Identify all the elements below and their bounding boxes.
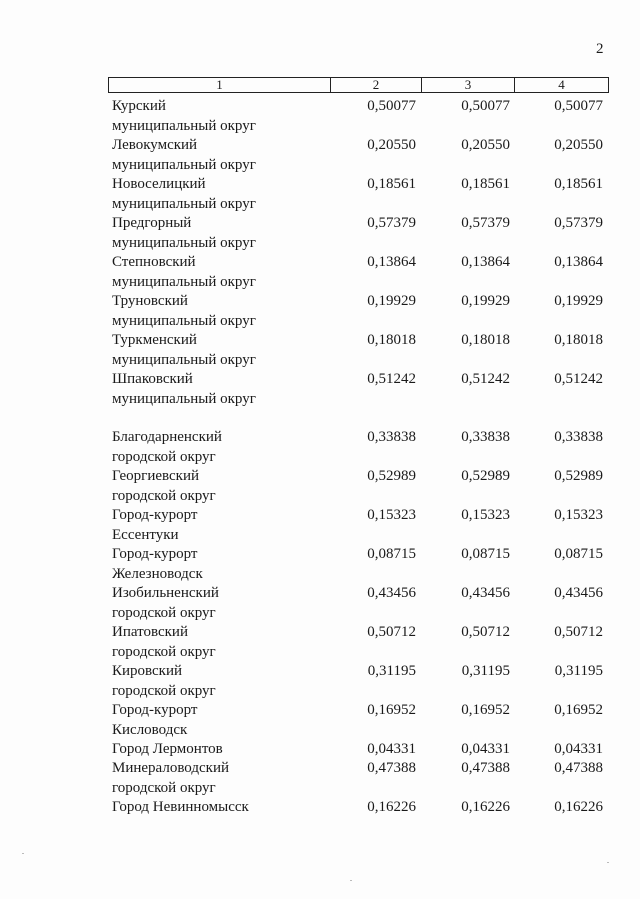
row-name-line-1: Шпаковский [112,371,193,387]
row-value-col-4: 0,47388 [554,760,603,776]
row-name-line-1: Туркменский [112,332,197,348]
row-value-col-2: 0,50077 [367,98,416,114]
row-name-line-2: городской округ [112,643,216,660]
row-value-col-2: 0,04331 [367,741,416,757]
row-name [112,506,342,545]
row-value-col-3: 0,16226 [461,799,510,815]
row-value-col-3: 0,50077 [461,98,510,114]
row-name-line-1: Левокумский [112,137,198,153]
row-name-line-1: Благодарненский [112,429,222,445]
row-name-line-1: Предгорный [112,215,192,231]
row-value-col-2: 0,50712 [367,624,416,640]
row-name-line-1: Минераловодский [112,760,230,776]
row-value-col-2: 0,51242 [367,371,416,387]
row-name-line-2: муниципальный округ [112,390,256,407]
row-value-col-2: 0,47388 [367,760,416,776]
row-value-col-3: 0,18561 [461,176,510,192]
row-name-line-1: Город Лермонтов [112,741,223,757]
row-name-line-2: городской округ [112,448,216,465]
row-name-line-2: Ессентуки [112,526,179,543]
row-name-line-2: Кисловодск [112,721,188,738]
header-col-2: 2 [331,78,422,92]
row-name-line-2: муниципальный округ [112,195,256,212]
row-value-col-4: 0,08715 [554,546,603,562]
row-value-col-3: 0,15323 [461,507,510,523]
row-value-col-2: 0,52989 [367,468,416,484]
row-value-col-3: 0,31195 [461,663,510,679]
row-value-col-2: 0,33838 [367,429,416,445]
row-name [112,701,342,740]
row-value-col-4: 0,43456 [554,585,603,601]
row-name-line-1: Город-курорт [112,702,198,718]
row-name-line-2: Железноводск [112,565,203,582]
row-name-line-1: Труновский [112,293,188,309]
row-value-col-4: 0,13864 [554,254,603,270]
row-name [112,662,342,701]
row-name [112,759,342,798]
row-value-col-2: 0,15323 [367,507,416,523]
row-value-col-3: 0,47388 [461,760,510,776]
scan-speck [22,853,24,854]
row-name-line-1: Кировский [112,663,183,679]
row-name [112,214,342,253]
row-name-line-1: Город-курорт [112,546,198,562]
row-name [112,467,342,506]
row-value-col-3: 0,19929 [461,293,510,309]
row-name-line-1: Георгиевский [112,468,200,484]
row-name-line-2: городской округ [112,682,216,699]
row-name [112,740,342,760]
row-value-col-2: 0,57379 [367,215,416,231]
row-value-col-3: 0,08715 [461,546,510,562]
row-value-col-2: 0,18018 [367,332,416,348]
row-value-col-3: 0,51242 [461,371,510,387]
row-name-line-2: городской округ [112,779,216,796]
row-name-line-2: городской округ [112,604,216,621]
row-value-col-2: 0,16226 [367,799,416,815]
row-name-line-1: Город-курорт [112,507,198,523]
row-value-col-4: 0,50077 [554,98,603,114]
header-col-1: 1 [109,78,331,92]
row-value-col-3: 0,50712 [461,624,510,640]
row-name [112,545,342,584]
row-value-col-3: 0,18018 [461,332,510,348]
row-name-line-2: муниципальный округ [112,117,256,134]
row-value-col-4: 0,16952 [554,702,603,718]
row-value-col-4: 0,04331 [554,741,603,757]
row-name [112,428,342,467]
page-number: 2 [596,41,604,57]
row-value-col-2: 0,18561 [367,176,416,192]
row-value-col-4: 0,19929 [554,293,603,309]
row-name [112,175,342,214]
row-value-col-3: 0,20550 [461,137,510,153]
row-value-col-2: 0,20550 [367,137,416,153]
table-header [108,77,609,93]
row-name [112,798,342,818]
row-name-line-2: муниципальный округ [112,273,256,290]
row-value-col-4: 0,18561 [554,176,603,192]
row-value-col-3: 0,43456 [461,585,510,601]
row-name-line-2: городской округ [112,487,216,504]
row-name [112,584,342,623]
header-col-3: 3 [422,78,515,92]
row-value-col-4: 0,18018 [554,332,603,348]
row-value-col-3: 0,04331 [461,741,510,757]
row-value-col-4: 0,50712 [554,624,603,640]
row-name-line-1: Курский [112,98,166,114]
row-value-col-2: 0,19929 [367,293,416,309]
row-value-col-3: 0,33838 [461,429,510,445]
row-name-line-1: Город Невинномысск [112,799,249,815]
row-name-line-1: Изобильненский [112,585,219,601]
row-name-line-2: муниципальный округ [112,156,256,173]
row-value-col-4: 0,51242 [554,371,603,387]
row-name [112,370,342,409]
row-value-col-4: 0,57379 [554,215,603,231]
row-name-line-1: Новоселицкий [112,176,206,192]
row-value-col-2: 0,13864 [367,254,416,270]
row-name [112,331,342,370]
row-value-col-2: 0,16952 [367,702,416,718]
row-value-col-2: 0,31195 [367,663,416,679]
row-value-col-3: 0,16952 [461,702,510,718]
row-name-line-1: Степновский [112,254,196,270]
row-value-col-4: 0,15323 [554,507,603,523]
row-name-line-2: муниципальный округ [112,351,256,368]
row-value-col-4: 0,20550 [554,137,603,153]
row-value-col-3: 0,13864 [461,254,510,270]
row-value-col-3: 0,52989 [461,468,510,484]
row-name-line-2: муниципальный округ [112,234,256,251]
row-value-col-2: 0,43456 [367,585,416,601]
row-name [112,292,342,331]
scan-speck [607,862,609,863]
row-value-col-4: 0,33838 [554,429,603,445]
row-name-line-1: Ипатовский [112,624,188,640]
row-name [112,253,342,292]
header-col-4: 4 [558,77,565,92]
row-value-col-3: 0,57379 [461,215,510,231]
row-name [112,136,342,175]
row-name-line-2: муниципальный округ [112,312,256,329]
row-value-col-4: 0,31195 [554,663,603,679]
row-value-col-4: 0,52989 [554,468,603,484]
row-value-col-4: 0,16226 [554,799,603,815]
row-name [112,97,342,136]
row-name [112,623,342,662]
row-value-col-2: 0,08715 [367,546,416,562]
scan-speck [350,880,352,881]
